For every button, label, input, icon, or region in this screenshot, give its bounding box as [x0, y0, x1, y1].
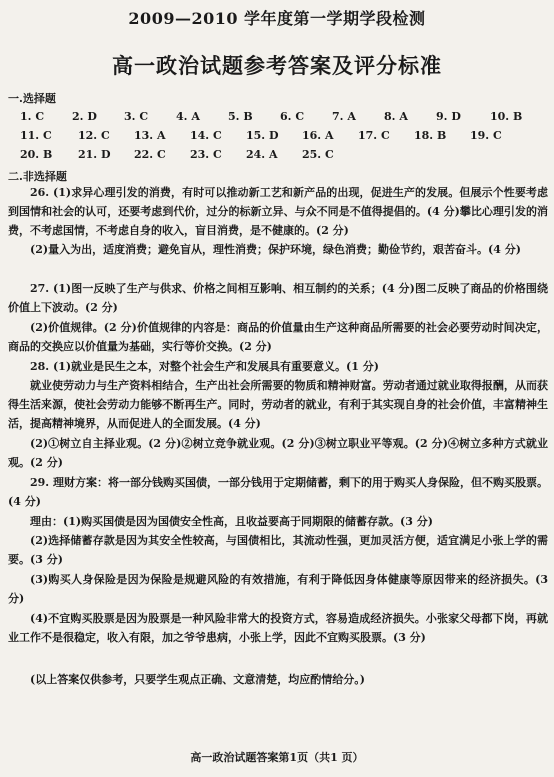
- answer-item: 4. A: [176, 110, 200, 123]
- answer-paragraph: (2)①树立自主择业观。(2 分)②树立竞争就业观。(2 分)③树立职业平等观。(2 分)④树立多种方式就业观。(2 分): [8, 437, 548, 469]
- answer-item: 11. C: [20, 129, 52, 142]
- answer-item: 5. B: [228, 110, 253, 123]
- grading-note: (以上答案仅供参考，只要学生观点正确、文意清楚，均应酌情给分。): [30, 673, 365, 686]
- exam-header: 2009—2010 学年度第一学期学段检测: [128, 9, 426, 28]
- answer-paragraph: 28. (1)就业是民生之本，对整个社会生产和发展具有重要意义。(1 分): [30, 360, 379, 373]
- answer-item: 15. D: [246, 129, 279, 142]
- answer-row-1: [0, 110, 554, 126]
- answer-item: 9. D: [436, 110, 461, 123]
- answer-item: 3. C: [124, 110, 149, 123]
- answer-item: 6. C: [280, 110, 305, 123]
- page-footer: 高一政治试题答案第1页（共1 页）: [190, 751, 364, 764]
- answer-paragraph: (2)选择储蓄存款是因为其安全性较高，与国债相比，其流动性强，更加灵活方便，适宜满足小张上学的需要。(3 分): [8, 534, 548, 566]
- answer-item: 25. C: [302, 148, 334, 161]
- page-title: 高一政治试题参考答案及评分标准: [112, 53, 442, 78]
- answer-item: 18. B: [414, 129, 447, 142]
- answer-row-3: [0, 148, 554, 164]
- answer-paragraph: 29. 理财方案：将一部分钱购买国债，一部分钱用于定期储蓄，剩下的用于购买人身保险，但不购买股票。(4 分): [8, 476, 548, 508]
- section-non-choice-title: 二.非选择题: [8, 170, 67, 183]
- answer-paragraph: 27. (1)图一反映了生产与供求、价格之间相互影响、相互制约的关系；(4 分)图二反映了商品的价格围绕价值上下波动。(2 分): [8, 282, 548, 314]
- answer-paragraph: 理由：(1)购买国债是因为国债安全性高，且收益要高于同期限的储蓄存款。(3 分): [30, 515, 433, 528]
- answer-item: 19. C: [470, 129, 502, 142]
- answer-item: 2. D: [72, 110, 97, 123]
- answer-item: 1. C: [20, 110, 45, 123]
- answer-item: 23. C: [190, 148, 222, 161]
- answer-item: 22. C: [134, 148, 166, 161]
- answer-paragraph: 26. (1)求异心理引发的消费，有时可以推动新工艺和新产品的出现，促进生产的发展。但展示个性要考虑到国情和社会的认可，还要考虑到代价，过分的标新立异、与众不同是不值得提倡的。(4 分)攀比心理引发的消费，不考虑国情，不考虑自身的收入，盲目消费，是不健康的。(2 分): [8, 186, 548, 237]
- section-multiple-choice-title: 一.选择题: [8, 92, 56, 105]
- answer-item: 10. B: [490, 110, 523, 123]
- answer-item: 16. A: [302, 129, 334, 142]
- answer-item: 8. A: [384, 110, 408, 123]
- answer-item: 14. C: [190, 129, 222, 142]
- answer-paragraph: (2)价值规律。(2 分)价值规律的内容是：商品的价值量由生产这种商品所需要的社会必要劳动时间决定，商品的交换应以价值量为基础，实行等价交换。(2 分): [8, 321, 548, 353]
- answer-paragraph: (4)不宜购买股票是因为股票是一种风险非常大的投资方式，容易造成经济损失。小张家父母都下岗，再就业工作不是很稳定，收入有限，加之爷爷患病，小张上学，因此不宜购买股票。(3 分): [8, 612, 548, 644]
- answer-item: 20. B: [20, 148, 53, 161]
- answer-item: 7. A: [332, 110, 356, 123]
- answer-paragraph: (3)购买人身保险是因为保险是规避风险的有效措施，有利于降低因身体健康等原因带来的经济损失。(3 分): [8, 573, 548, 605]
- answer-item: 12. C: [78, 129, 110, 142]
- answer-item: 13. A: [134, 129, 166, 142]
- answer-paragraph: 就业使劳动力与生产资料相结合，生产出社会所需要的物质和精神财富。劳动者通过就业取得报酬，从而获得生活来源，使社会劳动力能够不断再生产。同时，劳动者的就业，有利于其实现自身的社会价值，丰富精神生活，提高精神境界，从而促进人的全面发展。(4 分): [8, 379, 548, 430]
- answer-item: 24. A: [246, 148, 278, 161]
- answer-item: 17. C: [358, 129, 390, 142]
- answer-paragraph: (2)量入为出，适度消费；避免盲从，理性消费；保护环境，绿色消费；勤俭节约，艰苦奋斗。(4 分): [30, 243, 521, 256]
- answer-item: 21. D: [78, 148, 111, 161]
- answer-row-2: [0, 129, 554, 145]
